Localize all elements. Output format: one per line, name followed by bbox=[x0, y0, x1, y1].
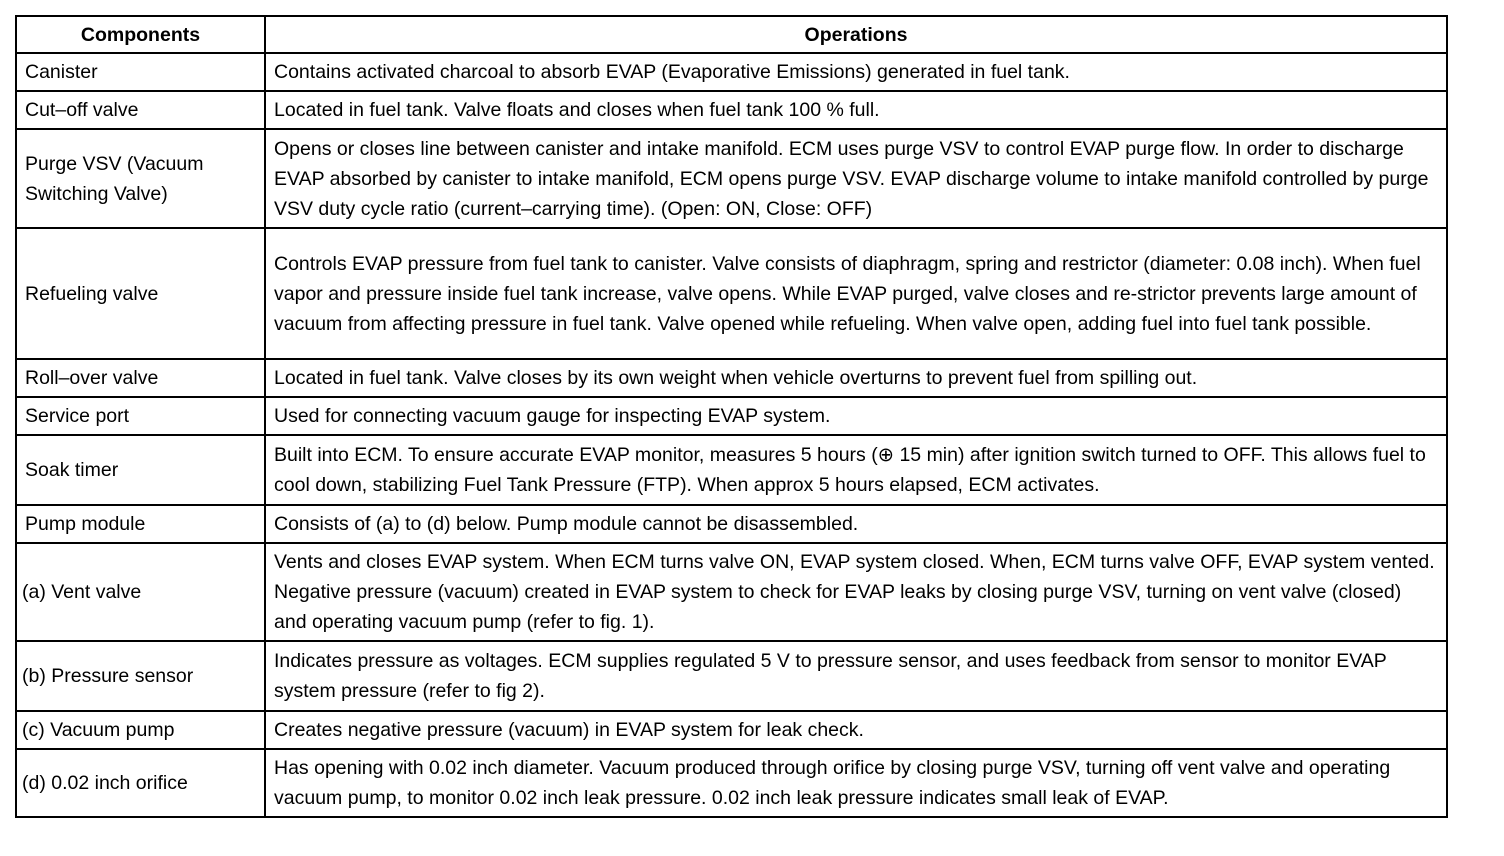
component-cell: Refueling valve bbox=[16, 228, 265, 359]
operation-cell: Controls EVAP pressure from fuel tank to canister. Valve consists of diaphragm, spring and restrictor (diameter: 0.08 inch). When fuel vapor and pressure inside fuel tank increase, valve opens. While EVAP purged, valve closes and re-strictor prevents large amount of vacuum from affecting pressure in fuel tank. Valve opened while refueling. When valve open, adding fuel into fuel tank possible. bbox=[265, 228, 1447, 359]
table-row bbox=[16, 641, 1447, 711]
operation-cell: Creates negative pressure (vacuum) in EVAP system for leak check. bbox=[265, 711, 1447, 749]
table-row bbox=[16, 228, 1447, 359]
component-cell: Pump module bbox=[16, 505, 265, 543]
operation-cell: Vents and closes EVAP system. When ECM turns valve ON, EVAP system closed. When, ECM turns valve OFF, EVAP system vented. Negative pressure (vacuum) created in EVAP system to check for EVAP leaks by closing purge VSV, turning on vent valve (closed) and operating vacuum pump (refer to fig. 1). bbox=[265, 543, 1447, 641]
component-cell: Canister bbox=[16, 53, 265, 91]
table-row bbox=[16, 711, 1447, 749]
component-cell: Soak timer bbox=[16, 435, 265, 505]
header-components: Components bbox=[16, 16, 265, 53]
component-cell: Service port bbox=[16, 397, 265, 435]
component-cell: Roll–over valve bbox=[16, 359, 265, 397]
evap-components-table bbox=[15, 15, 1448, 818]
table-row bbox=[16, 397, 1447, 435]
operation-cell: Located in fuel tank. Valve floats and closes when fuel tank 100 % full. bbox=[265, 91, 1447, 129]
operation-cell: Built into ECM. To ensure accurate EVAP monitor, measures 5 hours (⊕ 15 min) after ignition switch turned to OFF. This allows fuel to cool down, stabilizing Fuel Tank Pressure (FTP). When approx 5 hours elapsed, ECM activates. bbox=[265, 435, 1447, 505]
header-row bbox=[16, 16, 1447, 53]
operation-cell: Used for connecting vacuum gauge for inspecting EVAP system. bbox=[265, 397, 1447, 435]
table-row bbox=[16, 505, 1447, 543]
header-operations: Operations bbox=[265, 16, 1447, 53]
component-cell: (d) 0.02 inch orifice bbox=[16, 749, 265, 817]
table-row bbox=[16, 129, 1447, 228]
table-row bbox=[16, 749, 1447, 817]
component-cell: (b) Pressure sensor bbox=[16, 641, 265, 711]
operation-cell: Contains activated charcoal to absorb EVAP (Evaporative Emissions) generated in fuel tank. bbox=[265, 53, 1447, 91]
operation-cell: Has opening with 0.02 inch diameter. Vacuum produced through orifice by closing purge VSV, turning off vent valve and operating vacuum pump, to monitor 0.02 inch leak pressure. 0.02 inch leak pressure indicates small leak of EVAP. bbox=[265, 749, 1447, 817]
component-cell: Purge VSV (Vacuum Switching Valve) bbox=[16, 129, 265, 228]
component-cell: (c) Vacuum pump bbox=[16, 711, 265, 749]
table-row bbox=[16, 435, 1447, 505]
component-cell: (a) Vent valve bbox=[16, 543, 265, 641]
table-row bbox=[16, 91, 1447, 129]
operation-cell: Consists of (a) to (d) below. Pump module cannot be disassembled. bbox=[265, 505, 1447, 543]
operation-cell: Indicates pressure as voltages. ECM supplies regulated 5 V to pressure sensor, and uses feedback from sensor to monitor EVAP system pressure (refer to fig 2). bbox=[265, 641, 1447, 711]
table-row bbox=[16, 53, 1447, 91]
operation-cell: Opens or closes line between canister and intake manifold. ECM uses purge VSV to control EVAP purge flow. In order to discharge EVAP absorbed by canister to intake manifold, ECM opens purge VSV. EVAP discharge volume to intake manifold controlled by purge VSV duty cycle ratio (current–carrying time). (Open: ON, Close: OFF) bbox=[265, 129, 1447, 228]
table-row bbox=[16, 543, 1447, 641]
component-cell: Cut–off valve bbox=[16, 91, 265, 129]
operation-cell: Located in fuel tank. Valve closes by its own weight when vehicle overturns to prevent fuel from spilling out. bbox=[265, 359, 1447, 397]
table-row bbox=[16, 359, 1447, 397]
